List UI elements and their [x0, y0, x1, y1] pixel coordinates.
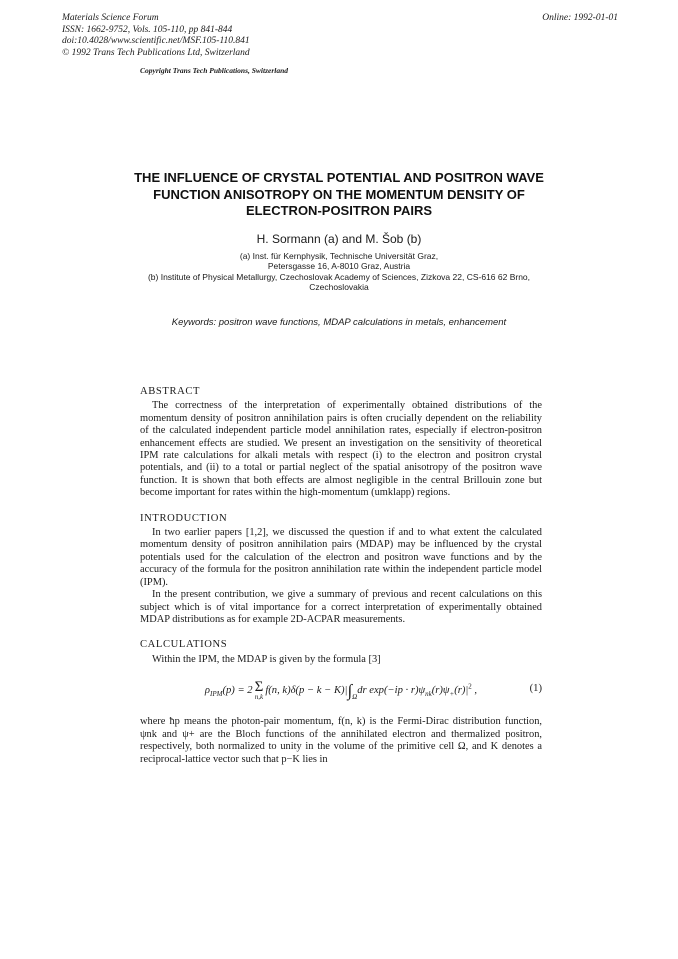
- introduction-paragraph-1: In two earlier papers [1,2], we discussed the question if and to what extent the calculated momentum density of positron annihilation pairs (MDAP) may be influenced by the crystal potentials used for the calculation of the electron and positron wave functions and by the accuracy of the formula for the positron annihilation rate within the independent particle model (IPM).: [140, 527, 542, 588]
- integral-symbol: ∫: [347, 681, 353, 701]
- affiliation-a-line2: Petersgasse 16, A-8010 Graz, Austria: [267, 261, 411, 271]
- equation-number: (1): [529, 683, 542, 695]
- affiliation-b-line1: (b) Institute of Physical Metallurgy, Czechoslovak Academy of Sciences, Zizkova 22, CS-616 62 Brno,: [147, 271, 531, 282]
- journal-name: Materials Science Forum: [62, 13, 159, 23]
- affiliation-a-line1: (a) Inst. für Kernphysik, Technische Universität Graz,: [239, 250, 439, 261]
- authors: H. Sormann (a) and M. Šob (b): [256, 231, 422, 246]
- summation-symbol: Σ n,k: [254, 679, 264, 702]
- equation-1: [140, 680, 542, 703]
- title-block: [119, 170, 559, 293]
- section-heading-calculations: CALCULATIONS: [140, 639, 228, 651]
- main-text-column: [140, 386, 542, 766]
- issn-line: ISSN: 1662-9752, Vols. 105-110, pp 841-844: [62, 24, 233, 35]
- section-heading-abstract: ABSTRACT: [140, 386, 201, 397]
- copyright-note: Copyright Trans Tech Publications, Switzerland: [140, 66, 289, 75]
- journal-header: [62, 13, 250, 59]
- calculations-closing-paragraph: where ħp means the photon-pair momentum, f(n, k) is the Fermi-Dirac distribution function, ψnk and ψ+ are the Bloch functions of the annihilated electron and thermalized positron, respectively, both normalized to unity in the volume of the primitive cell Ω, and K denotes a reciprocal-lattice vector such that p−K lies in: [140, 716, 542, 765]
- section-heading-introduction: INTRODUCTION: [140, 512, 228, 524]
- equation-body: $\rho_{IPM}(p) = 2$ Σ n,k f(n, $k)\delta(p - k - K)|\int_\Omega dr$ $\exp(-ip \cdot r)\psi_{nk}(r)\psi_+(r)|^2$ ,: [204, 679, 478, 702]
- keywords-line: Keywords: positron wave functions, MDAP calculations in metals, enhancement: [171, 317, 507, 328]
- abstract-paragraph: The correctness of the interpretation of experimentally obtained distributions of the momentum density of positron annihilation pairs is often crucially dependent on the reliability of the calculated independent particle model annihilation rates, especially if electron-positron enhancement effects are studied. We present an investigation on the sensitivity of theoretical IPM rate calculations for alkali metals with respect (i) to the electron and positron crystal potentials, and (ii) to a total or partial neglect of the spatial anisotropy of the positron wave function. It is shown that both effects are almost negligible in the central Brillouin zone but become important for rates within the high-momentum (umklapp) regions.: [140, 400, 542, 499]
- copyright-line: © 1992 Trans Tech Publications Ltd, Switzerland: [62, 47, 250, 58]
- introduction-paragraph-2: In the present contribution, we give a summary of previous and recent calculations on this subject which is of vital importance for a correct interpretation of experimentally obtained MDAP distributions as for example 2D-ACPAR measurements.: [140, 589, 542, 625]
- online-date: Online: 1992-01-01: [542, 13, 618, 23]
- affiliation-b-line2: Czechoslovakia: [309, 282, 369, 292]
- affiliations: [119, 251, 559, 293]
- calculations-intro-line: Within the IPM, the MDAP is given by the formula [3]: [152, 653, 381, 665]
- doi-line: doi:10.4028/www.scientific.net/MSF.105-110.841: [62, 36, 250, 46]
- paper-title: THE INFLUENCE OF CRYSTAL POTENTIAL AND POSITRON WAVE FUNCTION ANISOTROPY ON THE MOMENTUM DENSITY OF ELECTRON-POSITRON PAIRS: [134, 170, 544, 218]
